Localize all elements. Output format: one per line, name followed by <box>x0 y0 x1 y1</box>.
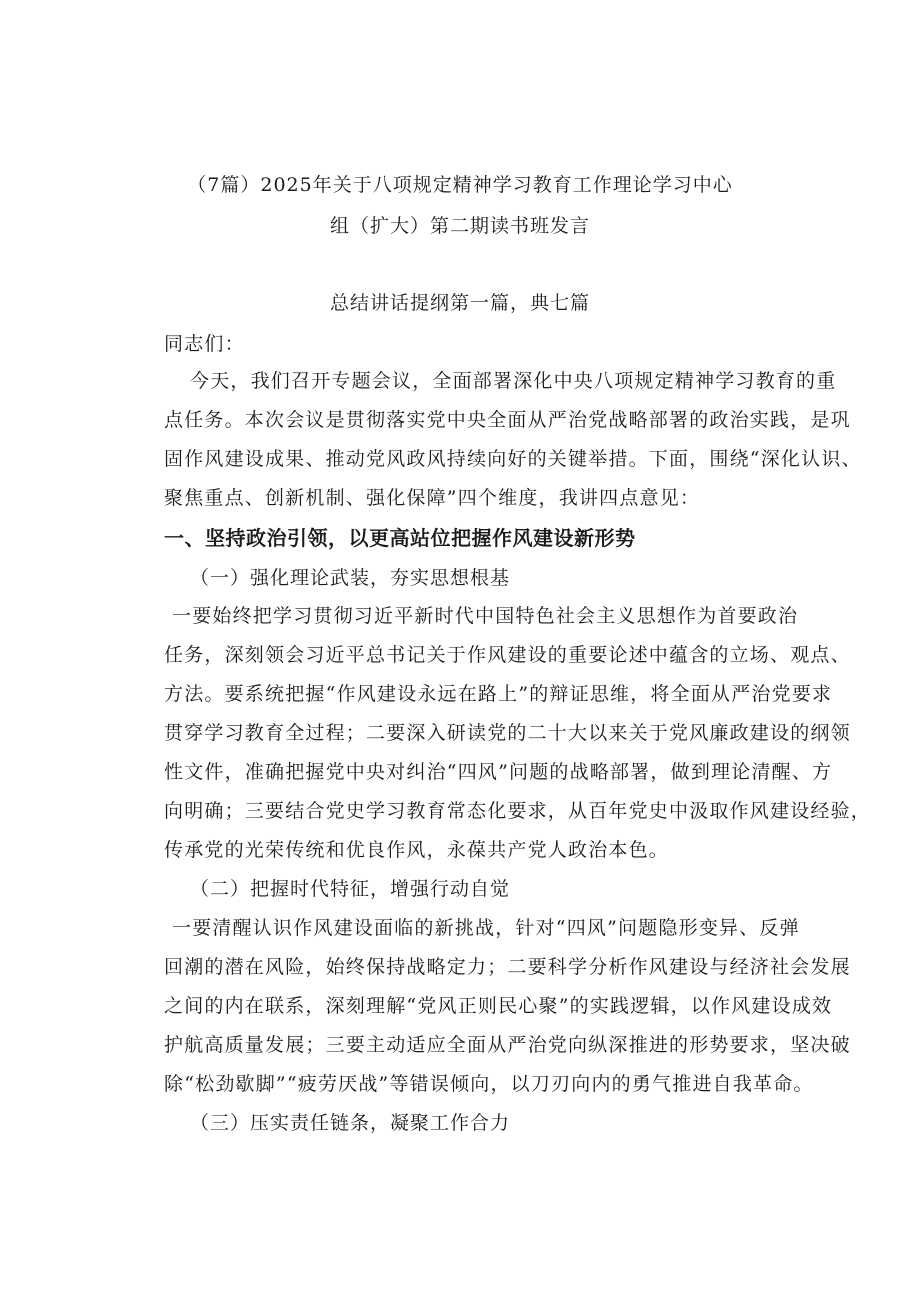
intro-line: 固作风建设成果、推动党风政风持续向好的关键举措。下面，围绕“深化认识、 <box>164 448 862 470</box>
body-line: 回潮的潜在风险，始终保持战略定力；二要科学分析作风建设与经济社会发展 <box>164 956 851 978</box>
doc-subtitle: 总结讲话提纲第一篇，典七篇 <box>329 292 590 314</box>
body-line: 一要清醒认识作风建设面临的新挑战，针对“四风”问题隐形变异、反弹 <box>172 917 800 939</box>
body-line: 向明确；三要结合党史学习教育常态化要求，从百年党史中汲取作风建设经验， <box>164 800 872 822</box>
body-line: 传承党的光荣传统和优良作风，永葆共产党人政治本色。 <box>164 839 670 861</box>
body-line: 一要始终把学习贯彻习近平新时代中国特色社会主义思想作为首要政治 <box>172 605 799 627</box>
doc-title-line-1: （7篇）2025年关于八项规定精神学习教育工作理论学习中心 <box>187 174 733 196</box>
subsection-3-heading: （三）压实责任链条，凝聚工作合力 <box>190 1112 511 1134</box>
section-1-heading: 一、坚持政治引领，以更高站位把握作风建设新形势 <box>164 526 636 550</box>
salutation: 同志们： <box>164 333 245 355</box>
intro-line: 今天，我们召开专题会议，全面部署深化中央八项规定精神学习教育的重 <box>190 370 837 392</box>
subsection-2-heading: （二）把握时代特征，增强行动自觉 <box>190 878 511 900</box>
intro-line: 聚焦重点、创新机制、强化保障”四个维度，我讲四点意见： <box>164 487 701 509</box>
intro-line: 点任务。本次会议是贯彻落实党中央全面从严治党战略部署的政治实践，是巩 <box>164 409 851 431</box>
body-line: 方法。要系统把握“作风建设永远在路上”的辩证思维，将全面从严治党要求 <box>164 683 833 705</box>
body-line: 任务，深刻领会习近平总书记关于作风建设的重要论述中蕴含的立场、观点、 <box>164 644 851 666</box>
body-line: 性文件，准确把握党中央对纠治“四风”问题的战略部署，做到理论清醒、方 <box>164 761 833 783</box>
doc-title-line-2: 组（扩大）第二期读书班发言 <box>329 215 590 237</box>
subsection-1-heading: （一）强化理论武装，夯实思想根基 <box>190 567 511 589</box>
body-line: 之间的内在联系，深刻理解“党风正则民心聚”的实践逻辑，以作风建设成效 <box>164 995 833 1017</box>
body-line: 除“松劲歇脚”“疲劳厌战”等错误倾向，以刀刃向内的勇气推进自我革命。 <box>164 1073 814 1095</box>
body-line: 贯穿学习教育全过程；二要深入研读党的二十大以来关于党风廉政建设的纲领 <box>164 722 851 744</box>
body-line: 护航高质量发展；三要主动适应全面从严治党向纵深推进的形势要求，坚决破 <box>164 1034 851 1056</box>
